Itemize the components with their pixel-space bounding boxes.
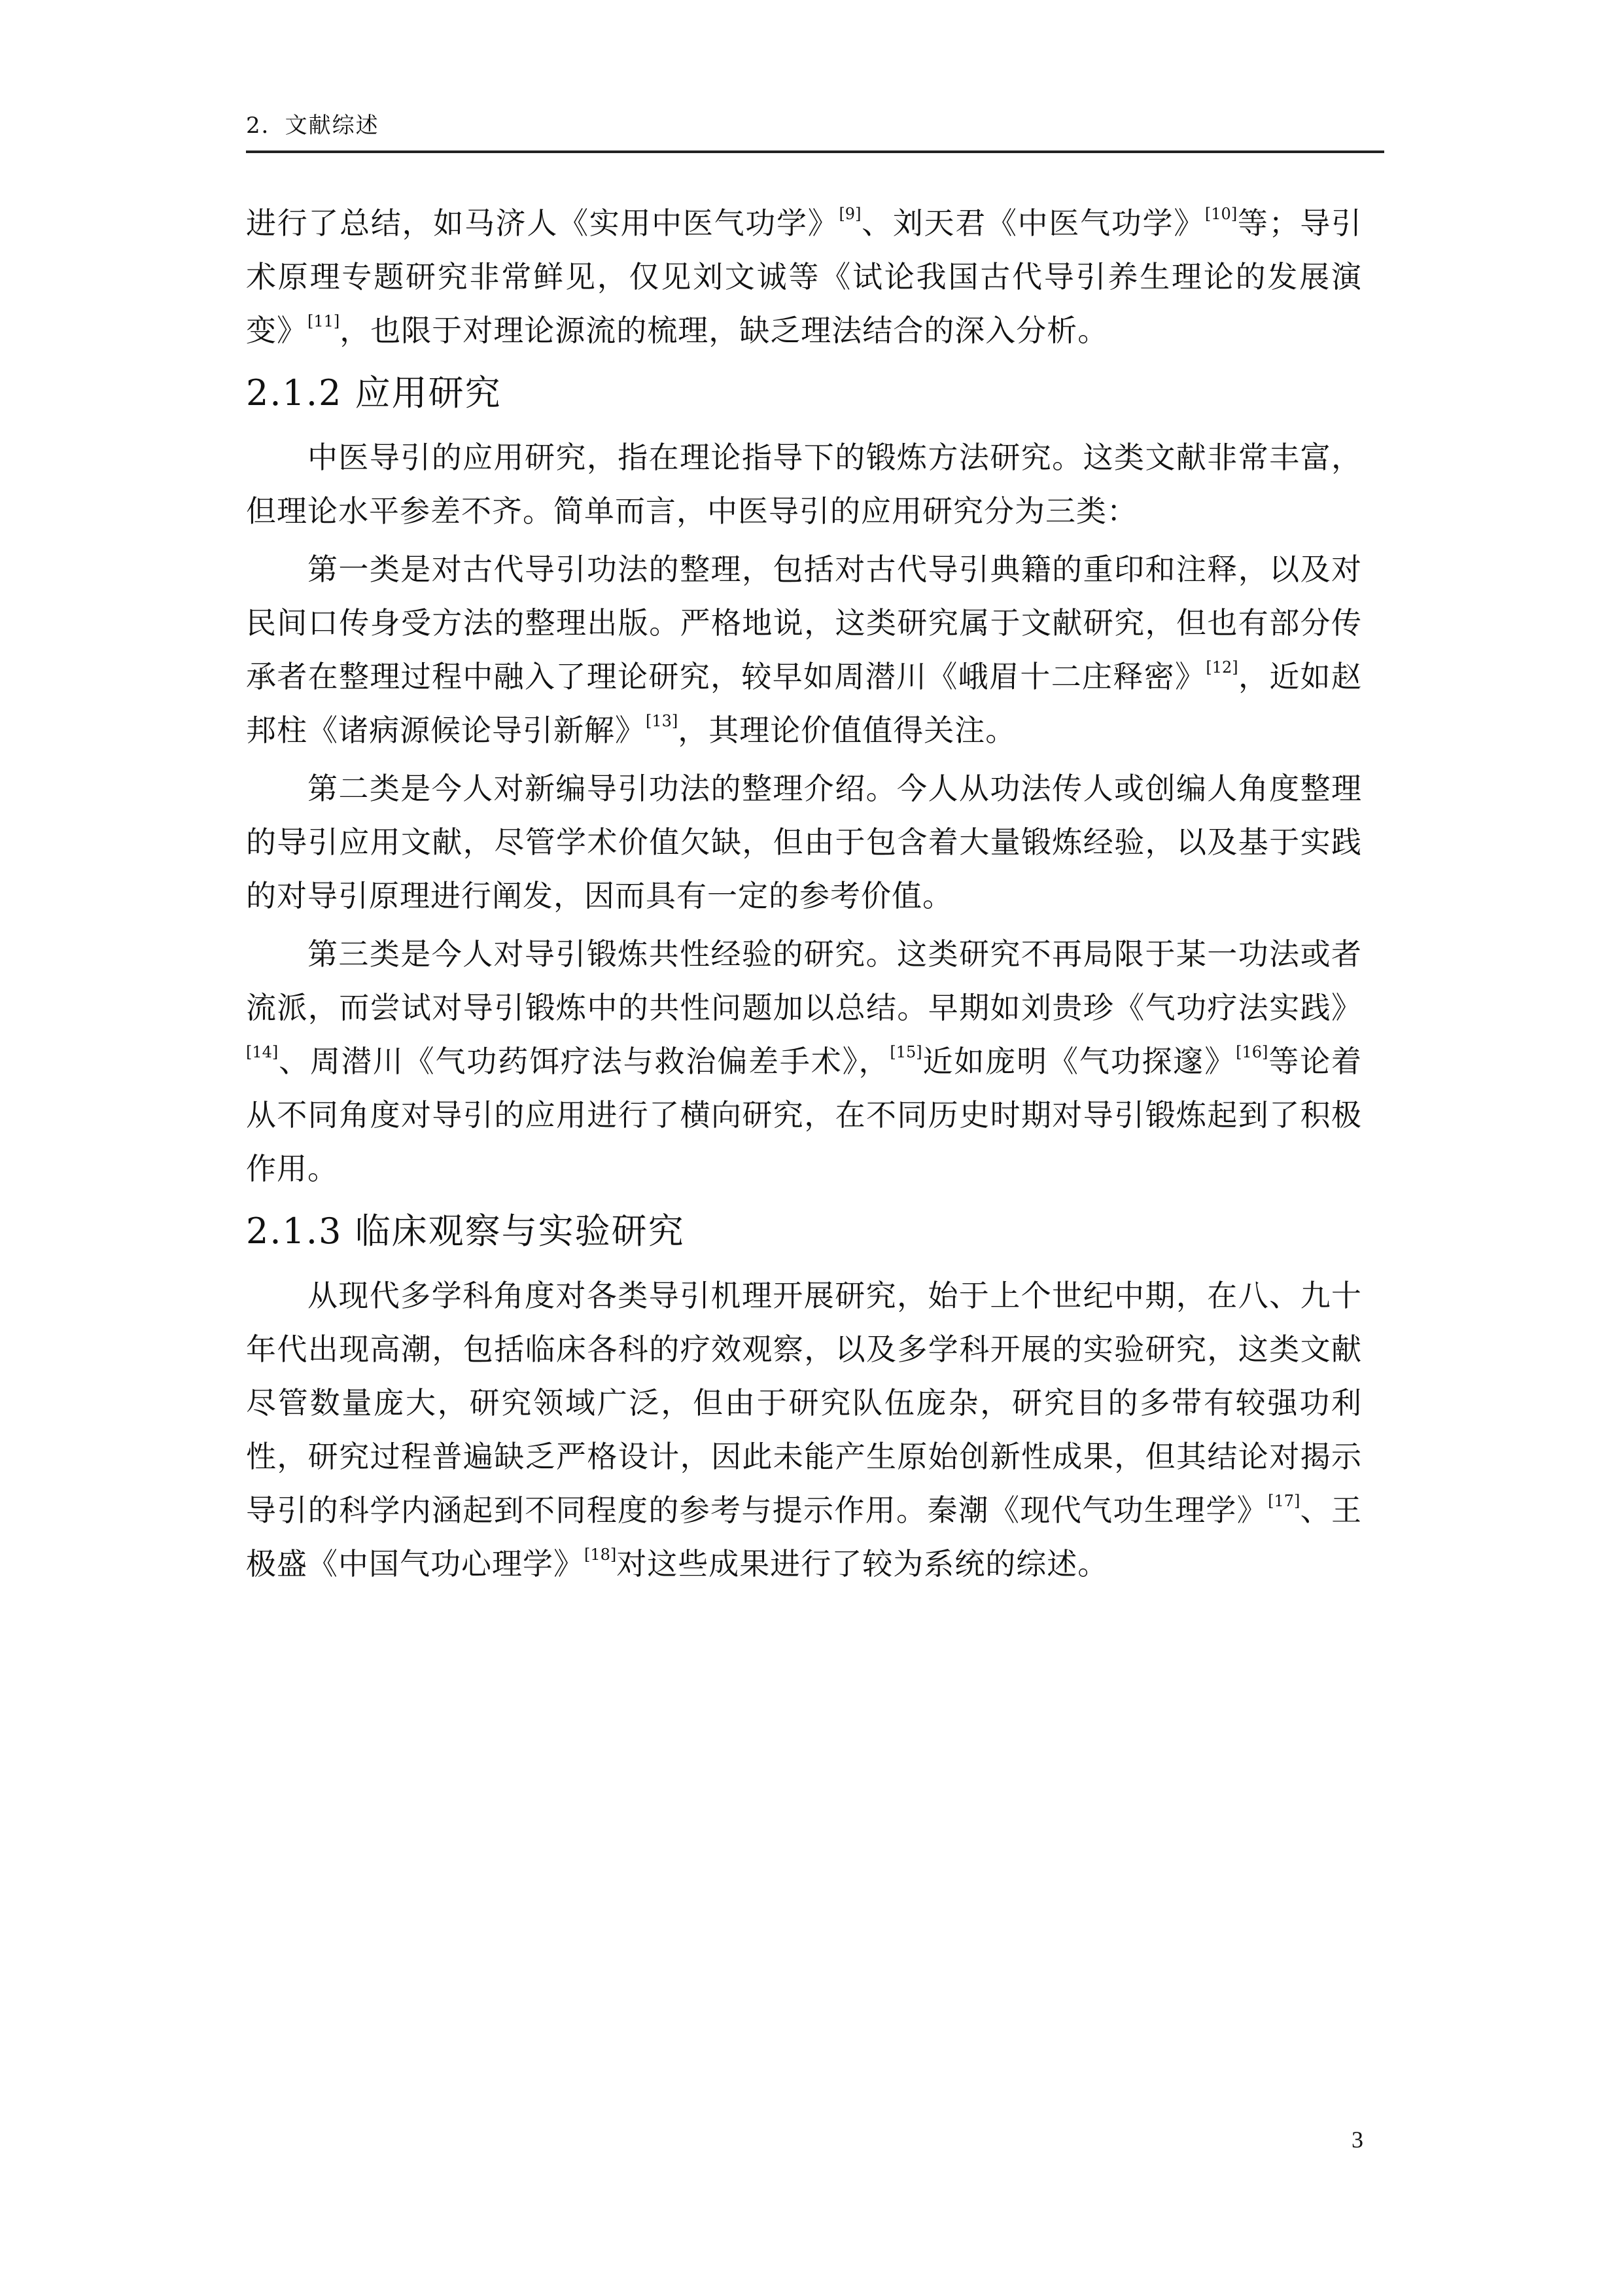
text-run: 、王极盛《中国气功心理学》 — [246, 1492, 1363, 1581]
citation-ref-18: [18] — [584, 1545, 617, 1564]
text-run: 进行了总结，如马济人《实用中医气功学》 — [246, 205, 839, 241]
citation-ref-16: [16] — [1236, 1043, 1268, 1061]
paragraph-category-three — [246, 927, 1362, 1195]
running-header-title: 2．文献综述 — [246, 113, 379, 139]
citation-ref-17: [17] — [1268, 1492, 1300, 1510]
paragraph-category-one — [246, 542, 1362, 757]
section-heading-2-1-2: 2.1.2 应用研究 — [246, 372, 502, 414]
text-run: 近如庞明《气功探邃》 — [922, 1044, 1236, 1079]
citation-ref-11: [11] — [307, 312, 340, 330]
page-number: 3 — [1352, 2127, 1363, 2153]
section-heading-2-1-3: 2.1.3 临床观察与实验研究 — [246, 1210, 685, 1252]
text-run: 第一类是对古代导引功法的整理，包括对古代导引典籍的重印和注释，以及对民间口传身受方法的整理出版。严格地说，这类研究属于文献研究，但也有部分传承者在整理过程中融入了理论研究，较早如周潜川《峨眉十二庄释密》 — [246, 552, 1362, 694]
citation-ref-13: [13] — [646, 712, 678, 730]
text-run: ，其理论价值值得关注。 — [678, 713, 1017, 748]
text-run: ，近如赵邦柱《诸病源候论导引新解》 — [246, 659, 1363, 748]
citation-ref-15: [15] — [890, 1043, 922, 1061]
citation-ref-14: [14] — [246, 1043, 279, 1061]
running-header — [246, 113, 1384, 153]
text-run: 等；导引术原理专题研究非常鲜见，仅见刘文诚等《试论我国古代导引养生理论的发展演变》 — [246, 205, 1363, 348]
text-run: 对这些成果进行了较为系统的综述。 — [616, 1546, 1109, 1581]
body-text — [246, 196, 1362, 1595]
text-run: 、周潜川《气功药饵疗法与救治偏差手术》， — [278, 1044, 890, 1079]
citation-ref-12: [12] — [1206, 658, 1238, 677]
text-run: 第三类是今人对导引锻炼共性经验的研究。这类研究不再局限于某一功法或者流派，而尝试对导引锻炼中的共性问题加以总结。早期如刘贵珍《气功疗法实践》 — [246, 936, 1362, 1025]
paragraph-category-two: 第二类是今人对新编导引功法的整理介绍。今人从功法传人或创编人角度整理的导引应用文献，尽管学术价值欠缺，但由于包含着大量锻炼经验，以及基于实践的对导引原理进行阐发，因而具有一定的参考价值。 — [246, 771, 1362, 913]
paragraph-clinical-research — [246, 1269, 1362, 1591]
text-run: 、刘天君《中医气功学》 — [861, 205, 1205, 241]
text-run: 从现代多学科角度对各类导引机理开展研究，始于上个世纪中期，在八、九十年代出现高潮，包括临床各科的疗效观察，以及多学科开展的实验研究，这类文献尽管数量庞大，研究领域广泛，但由于研究队伍庞杂，研究目的多带有较强功利性，研究过程普遍缺乏严格设计，因此未能产生原始创新性成果，但其结论对揭示导引的科学内涵起到不同程度的参考与提示作用。秦潮《现代气功生理学》 — [246, 1278, 1362, 1528]
citation-ref-10: [10] — [1204, 205, 1238, 223]
paragraph-continuation — [246, 196, 1362, 357]
citation-ref-9: [9] — [839, 205, 862, 223]
text-run: ，也限于对理论源流的梳理，缺乏理法结合的深入分析。 — [340, 313, 1109, 348]
paragraph-application-intro: 中医导引的应用研究，指在理论指导下的锻炼方法研究。这类文献非常丰富，但理论水平参差不齐。简单而言，中医导引的应用研究分为三类： — [246, 440, 1362, 529]
text-run: 等论着从不同角度对导引的应用进行了横向研究，在不同历史时期对导引锻炼起到了积极作用。 — [246, 1044, 1363, 1186]
